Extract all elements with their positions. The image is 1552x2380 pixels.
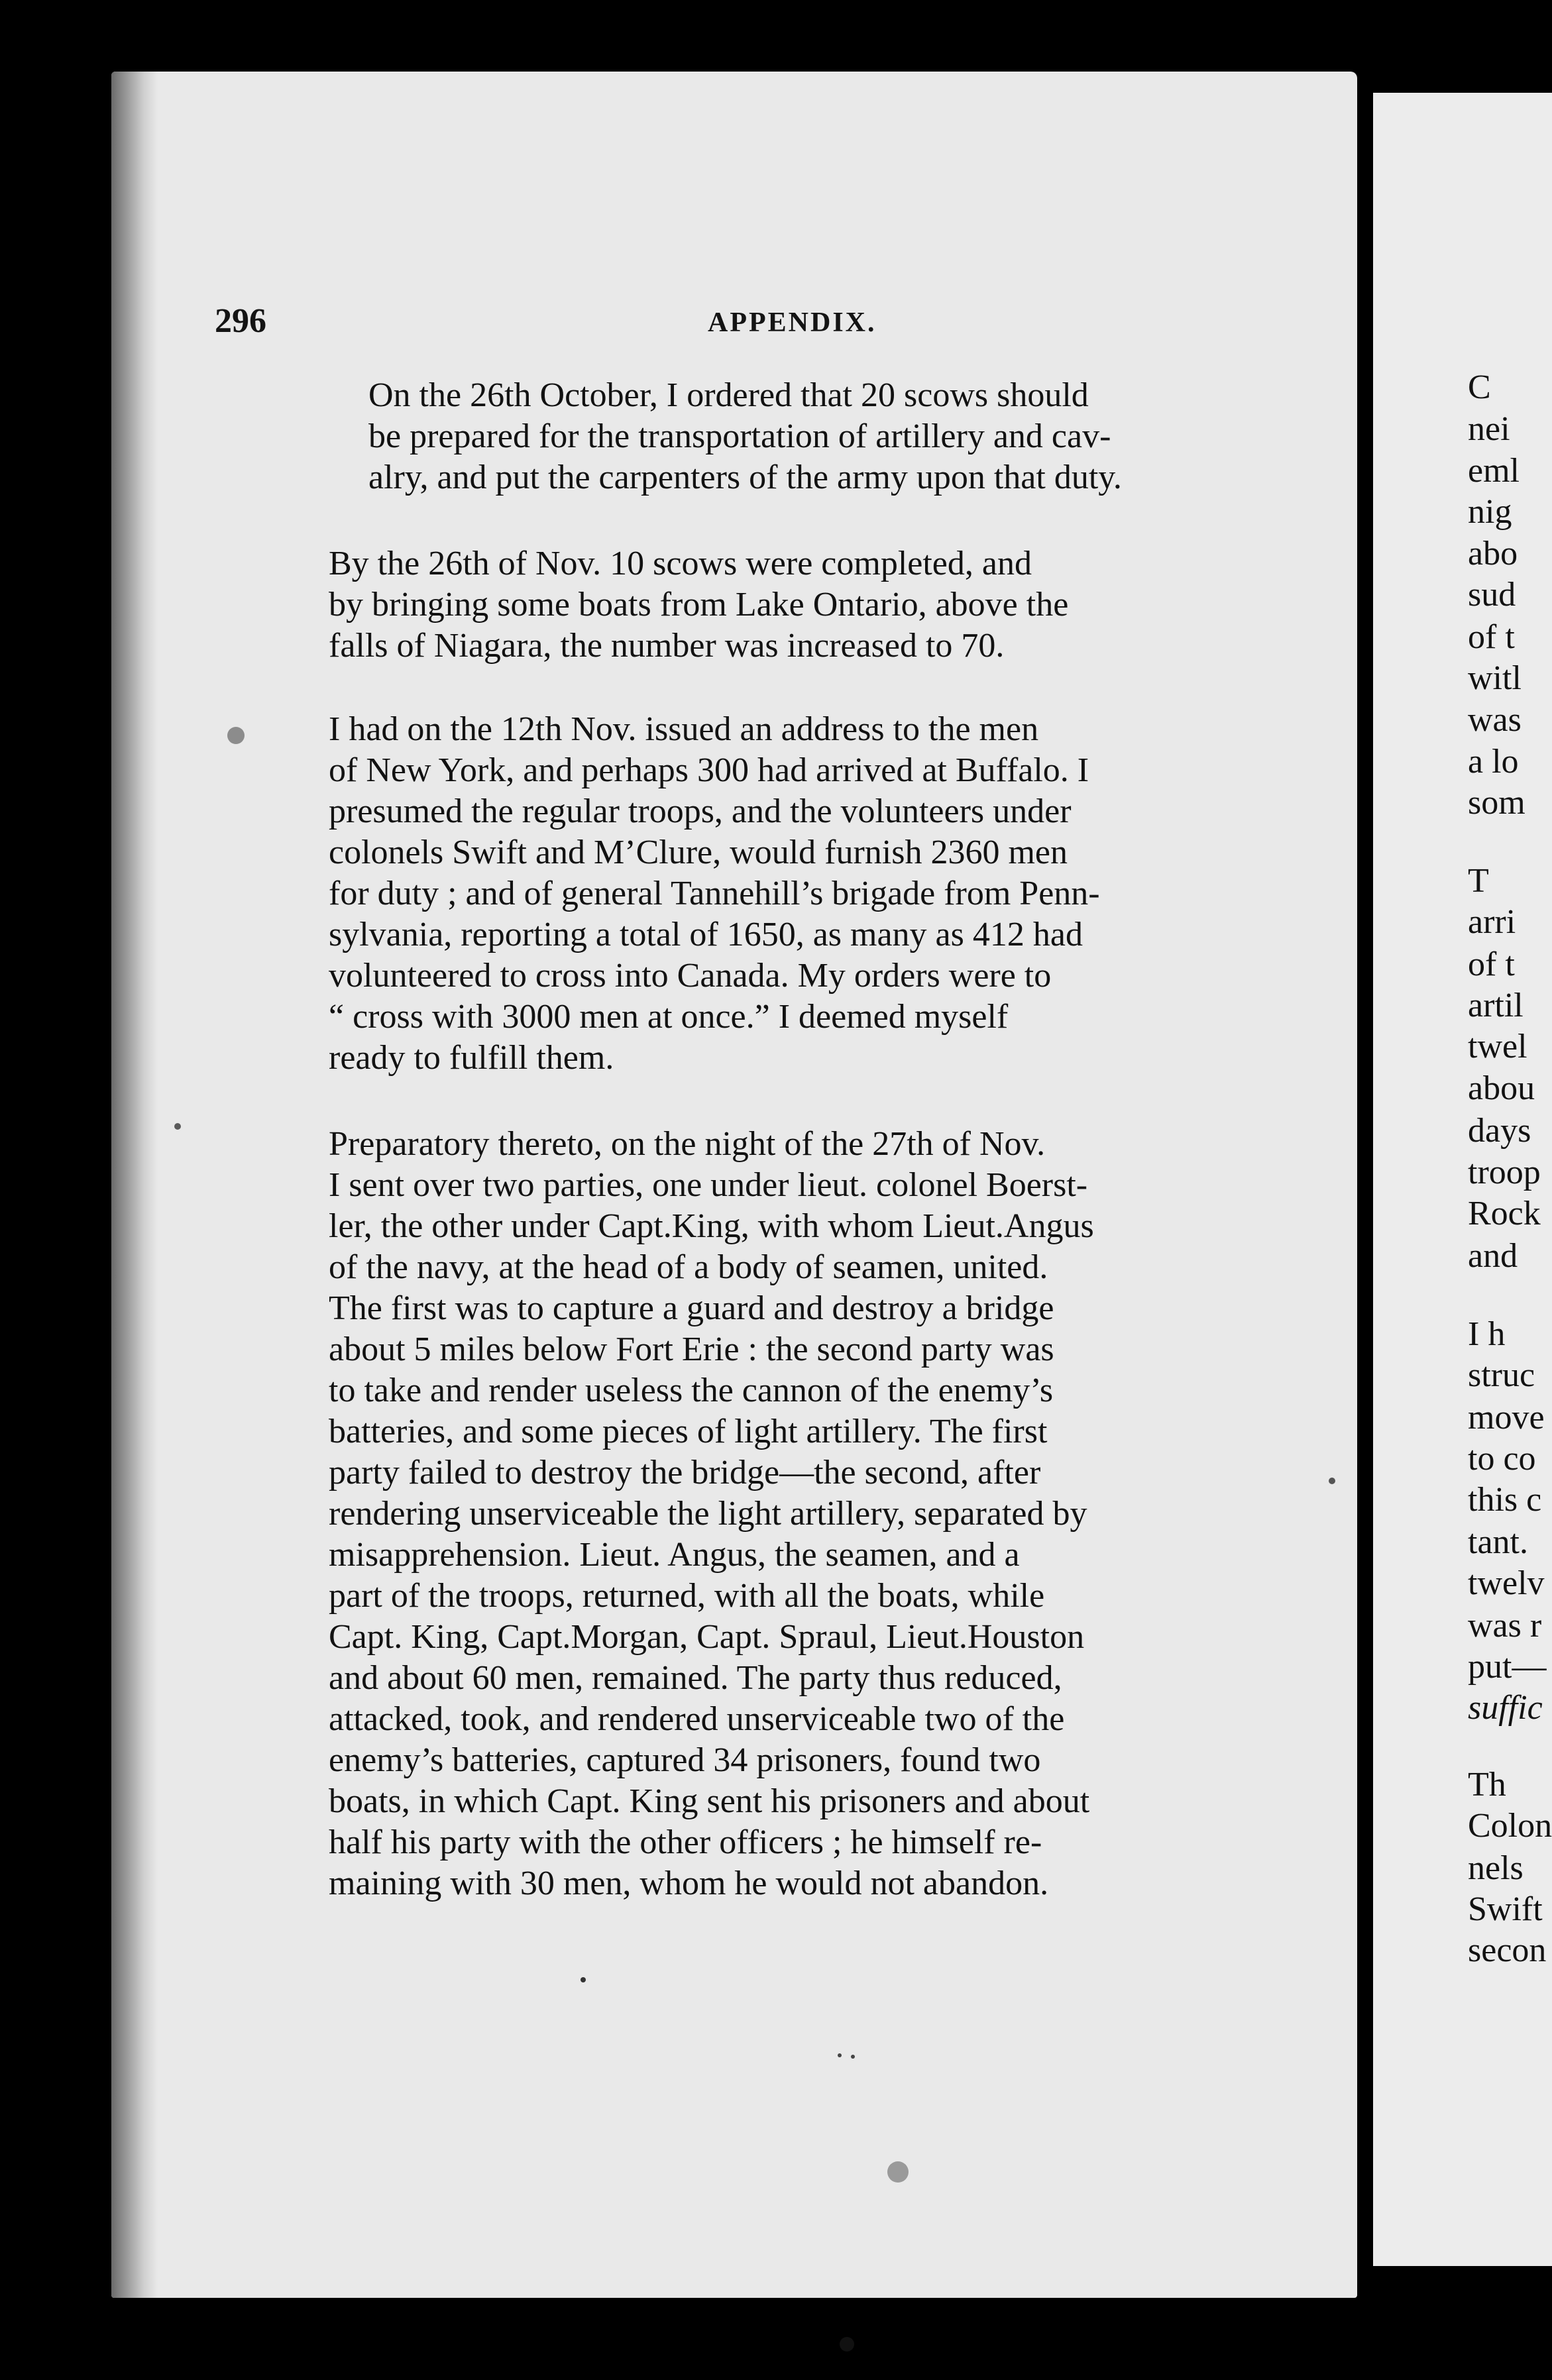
text-line: rendering unserviceable the light artillery, separated by (329, 1495, 1087, 1533)
text-line: falls of Niagara, the number was increased to 70. (329, 627, 1005, 665)
text-line: of the navy, at the head of a body of seamen, united. (329, 1248, 1048, 1286)
text-line: By the 26th of Nov. 10 scows were completed, and (329, 545, 1032, 582)
facing-text-fragment: nei (1468, 410, 1510, 448)
page-header (215, 301, 1282, 354)
page-number: 296 (215, 302, 266, 340)
text-line: boats, in which Capt. King sent his prisoners and about (329, 1782, 1090, 1820)
facing-text-fragment: nig (1468, 493, 1512, 531)
facing-text-fragment: Colon (1468, 1807, 1552, 1845)
text-line: for duty ; and of general Tannehill’s brigade from Penn- (329, 875, 1100, 912)
text-line: and about 60 men, remained. The party thus reduced, (329, 1659, 1062, 1697)
facing-text-fragment: was r (1468, 1607, 1542, 1645)
running-head: APPENDIX. (708, 307, 877, 338)
text-line: On the 26th October, I ordered that 20 scows should (368, 376, 1089, 414)
text-line: be prepared for the transportation of artillery and cav- (368, 417, 1111, 455)
speck (227, 727, 245, 744)
text-line: Capt. King, Capt.Morgan, Capt. Spraul, Lieut.Houston (329, 1618, 1085, 1656)
text-line: alry, and put the carpenters of the army upon that duty. (368, 459, 1122, 496)
text-line: presumed the regular troops, and the volunteers under (329, 792, 1072, 830)
text-line: enemy’s batteries, captured 34 prisoners, found two (329, 1741, 1041, 1779)
text-line: to take and render useless the cannon of the enemy’s (329, 1372, 1054, 1409)
paragraph (329, 543, 1068, 667)
paragraph (368, 375, 1122, 498)
facing-text-fragment: secon (1468, 1931, 1547, 1969)
text-line: maining with 30 men, whom he would not abandon. (329, 1865, 1049, 1902)
facing-text-fragment: days (1468, 1112, 1531, 1150)
text-line: sylvania, reporting a total of 1650, as many as 412 had (329, 916, 1083, 953)
facing-text-fragment: eml (1468, 452, 1520, 490)
text-line: half his party with the other officers ; he himself re- (329, 1823, 1042, 1861)
speck (1329, 1478, 1335, 1484)
text-line: I had on the 12th Nov. issued an address to the men (329, 710, 1039, 748)
speck (838, 2053, 842, 2057)
text-line: about 5 miles below Fort Erie : the second party was (329, 1330, 1054, 1368)
facing-text-fragment: tant. (1468, 1523, 1528, 1561)
text-line: The first was to capture a guard and destroy a bridge (329, 1289, 1054, 1327)
text-line: part of the troops, returned, with all the boats, while (329, 1577, 1045, 1615)
facing-text-fragment: twelv (1468, 1564, 1545, 1602)
facing-text-fragment: Rock (1468, 1195, 1541, 1232)
facing-text-fragment: witl (1468, 659, 1522, 697)
facing-text-fragment: suffic (1468, 1689, 1543, 1727)
text-line: batteries, and some pieces of light artillery. The first (329, 1413, 1048, 1450)
facing-text-fragment: Swift (1468, 1890, 1543, 1928)
facing-text-fragment: to co (1468, 1440, 1536, 1478)
speck (840, 2337, 854, 2352)
facing-text-fragment: sud (1468, 576, 1516, 614)
facing-text-fragment: this c (1468, 1481, 1542, 1519)
facing-text-fragment: I h (1468, 1315, 1506, 1353)
text-line: “ cross with 3000 men at once.” I deemed myself (329, 998, 1009, 1036)
facing-text-fragment: was (1468, 701, 1522, 739)
text-line: of New York, and perhaps 300 had arrived at Buffalo. I (329, 751, 1089, 789)
facing-text-fragment: of t (1468, 946, 1515, 983)
facing-text-fragment: T (1468, 862, 1489, 900)
text-line: ready to fulfill them. (329, 1039, 614, 1077)
facing-text-fragment: artil (1468, 987, 1524, 1024)
facing-text-fragment: of t (1468, 618, 1515, 656)
facing-text-fragment: put— (1468, 1648, 1547, 1686)
facing-text-fragment: nels (1468, 1849, 1524, 1887)
paragraph (329, 709, 1100, 1079)
facing-text-fragment: struc (1468, 1356, 1535, 1394)
text-line: party failed to destroy the bridge—the second, after (329, 1454, 1041, 1491)
facing-text-fragment: move (1468, 1399, 1545, 1436)
text-line: Preparatory thereto, on the night of the 27th of Nov. (329, 1125, 1046, 1163)
paragraph (329, 1124, 1094, 1904)
facing-text-fragment: and (1468, 1237, 1518, 1275)
speck (887, 2161, 909, 2183)
facing-text-fragment: troop (1468, 1154, 1541, 1191)
facing-text-fragment: twel (1468, 1028, 1527, 1065)
facing-text-fragment: Th (1468, 1766, 1506, 1804)
text-line: colonels Swift and M’Clure, would furnish 2360 men (329, 834, 1068, 871)
speck (581, 1977, 586, 1982)
text-line: by bringing some boats from Lake Ontario, above the (329, 586, 1069, 623)
text-line: I sent over two parties, one under lieut. colonel Boerst- (329, 1166, 1088, 1204)
text-line: misapprehension. Lieut. Angus, the seamen, and a (329, 1536, 1020, 1574)
speck (851, 2055, 855, 2059)
speck (174, 1123, 181, 1130)
facing-text-fragment: C (1468, 368, 1491, 406)
text-line: volunteered to cross into Canada. My orders were to (329, 957, 1052, 995)
text-line: ler, the other under Capt.King, with whom Lieut.Angus (329, 1207, 1094, 1245)
facing-text-fragment: abou (1468, 1069, 1535, 1107)
facing-text-fragment: abo (1468, 535, 1518, 572)
facing-text-fragment: a lo (1468, 743, 1519, 781)
text-line: attacked, took, and rendered unserviceable two of the (329, 1700, 1065, 1738)
facing-text-fragment: arri (1468, 903, 1516, 941)
facing-text-fragment: som (1468, 784, 1525, 822)
